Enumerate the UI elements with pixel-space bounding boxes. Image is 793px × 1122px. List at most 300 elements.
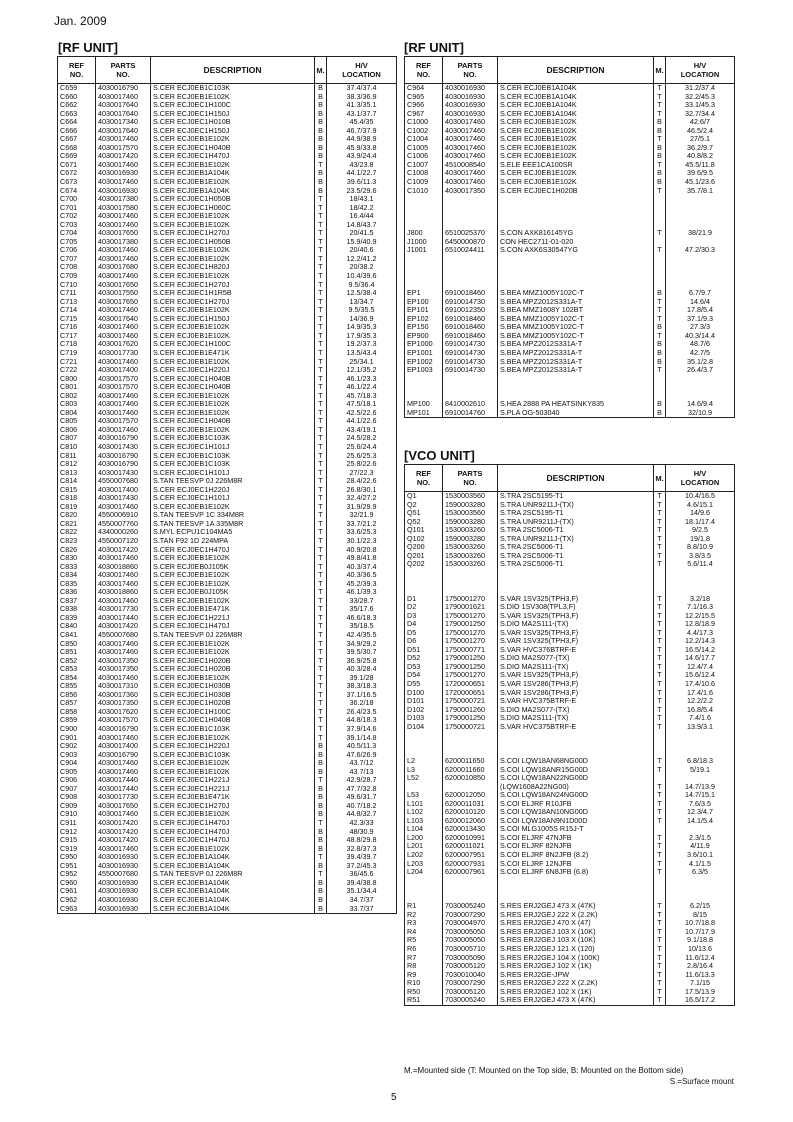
table-cell: T bbox=[318, 631, 323, 639]
table-cell: T bbox=[318, 536, 323, 545]
table-cell: 47.5/18.1 bbox=[346, 400, 377, 409]
table-cell: C836 bbox=[60, 588, 78, 597]
table-cell: T bbox=[657, 109, 662, 118]
table-cell: C841 bbox=[60, 631, 78, 639]
table-cell: 39.1/14.8 bbox=[346, 733, 377, 742]
table-cell: 4030017420 bbox=[98, 819, 138, 828]
table-cell: 12.2/2.2 bbox=[687, 697, 713, 706]
table-cell: D3 bbox=[407, 611, 417, 620]
table-cell: 45.2/39.3 bbox=[346, 579, 377, 588]
table-cell: S.TAN F92 1D 224MPA bbox=[153, 536, 229, 545]
table-cell: Q102 bbox=[407, 534, 425, 543]
table-cell: B bbox=[318, 904, 323, 913]
table-cell: T bbox=[657, 306, 662, 315]
table-cell: S.BEA MMZ1005Y102C-T bbox=[500, 323, 584, 332]
table-cell: EP1001 bbox=[407, 348, 433, 357]
col-header-m: M. bbox=[315, 57, 327, 84]
table-cell: C703 bbox=[60, 220, 78, 229]
table-cell bbox=[666, 740, 734, 749]
col-header-location: H/V LOCATION bbox=[327, 57, 397, 84]
table-cell: 4030016930 bbox=[445, 92, 485, 101]
table-cell: T bbox=[657, 92, 662, 101]
table-cell: C810 bbox=[60, 442, 78, 451]
table-cell: 33/28.7 bbox=[349, 596, 374, 605]
table-cell: 4030017730 bbox=[98, 348, 138, 357]
table-cell: T bbox=[657, 962, 662, 971]
table-cell: Q202 bbox=[407, 560, 425, 569]
table-cell bbox=[500, 272, 653, 281]
table-cell: S.CER ECJ0EC1H1R5B bbox=[153, 289, 232, 298]
table-cell: S.CER ECJ0EB1C103K bbox=[153, 460, 231, 469]
table-cell: S.CER ECJ0EC1H050B bbox=[153, 237, 231, 246]
table-cell: 6200012050 bbox=[445, 791, 485, 800]
ref-column bbox=[405, 492, 443, 1006]
table-cell: 4.1/1.5 bbox=[689, 859, 711, 868]
table-cell bbox=[666, 255, 734, 264]
table-cell: 4030017460 bbox=[98, 648, 138, 657]
table-cell: B bbox=[318, 767, 323, 776]
table-cell: T bbox=[657, 842, 662, 851]
table-cell: C834 bbox=[60, 571, 78, 580]
table-cell: Q51 bbox=[407, 509, 421, 518]
table-cell: 1750000721 bbox=[445, 697, 485, 706]
table-cell: S.COI ELJRF 6N8JFB (6.8) bbox=[500, 868, 589, 877]
table-cell: 4030017680 bbox=[98, 263, 138, 272]
table-cell: C719 bbox=[60, 348, 78, 357]
table-cell: S.CER ECJ0EC1H040B bbox=[153, 716, 231, 725]
table-cell: T bbox=[657, 603, 662, 612]
table-cell: 4030017380 bbox=[98, 237, 138, 246]
table-cell: C659 bbox=[60, 84, 78, 92]
table-cell: 4030016790 bbox=[98, 451, 138, 460]
table-cell: C967 bbox=[407, 109, 425, 118]
table-cell: 35.7/8.1 bbox=[687, 186, 713, 195]
table-cell: 4030017460 bbox=[98, 331, 138, 340]
table-cell: 26.4/3.7 bbox=[687, 366, 713, 375]
table-cell: 25.8/22.6 bbox=[346, 460, 377, 469]
table-cell: T bbox=[657, 722, 662, 731]
table-cell: 6910014760 bbox=[445, 408, 485, 417]
table-cell: L202 bbox=[407, 850, 423, 859]
table-cell: B bbox=[318, 759, 323, 768]
table-cell: T bbox=[318, 442, 323, 451]
table-cell: 43.7/13 bbox=[349, 767, 374, 776]
table-cell: B bbox=[318, 784, 323, 793]
table-cell: S.CER ECJ0EB1E102K bbox=[153, 178, 230, 187]
table-cell: 9.1/18.8 bbox=[687, 936, 713, 945]
table-cell: 4030017460 bbox=[98, 759, 138, 768]
table-cell: 26.8/30.1 bbox=[346, 485, 377, 494]
table-cell: 6450000870 bbox=[445, 237, 485, 246]
table-cell: 4030017310 bbox=[98, 682, 138, 691]
table-cell: 1790001250 bbox=[445, 662, 485, 671]
table-cell: 40.7/18.2 bbox=[346, 801, 377, 810]
table-cell: 1750001270 bbox=[445, 611, 485, 620]
table-cell: T bbox=[318, 725, 323, 734]
table-cell bbox=[500, 740, 653, 749]
table-cell: S.CER ECJ0EC1H221J bbox=[153, 776, 230, 785]
table-cell: CON HEC2711-01-020 bbox=[500, 237, 574, 246]
table-cell: 6910012350 bbox=[445, 306, 485, 315]
table-cell: S.CER ECJ0EC1H020B bbox=[153, 665, 231, 674]
table-cell: 16.8/5.4 bbox=[687, 705, 713, 714]
table-cell: 45.5/11.8 bbox=[685, 160, 715, 169]
table-cell bbox=[654, 740, 665, 749]
table-cell: 37.2/45.3 bbox=[346, 861, 377, 870]
table-cell bbox=[445, 877, 497, 886]
table-cell: C905 bbox=[60, 767, 78, 776]
table-cell: C700 bbox=[60, 195, 78, 204]
table-cell: T bbox=[657, 297, 662, 306]
table-cell: B bbox=[318, 844, 323, 853]
table-cell: S.COI ELJRF 12NJFB bbox=[500, 859, 572, 868]
table-cell: S.CER ECJ0EB1A104K bbox=[153, 895, 230, 904]
table-cell: T bbox=[318, 306, 323, 315]
table-cell: S.CER ECJ0EC1H040B bbox=[153, 143, 231, 152]
table-cell: C800 bbox=[60, 374, 78, 383]
table-cell: S.COI ELJRF 47NJFB bbox=[500, 833, 572, 842]
table-cell: C966 bbox=[407, 101, 425, 110]
table-cell: C903 bbox=[60, 750, 78, 759]
table-cell: C666 bbox=[60, 126, 78, 135]
table-cell: 42.6/7 bbox=[690, 118, 710, 127]
table-cell bbox=[654, 748, 665, 757]
table-cell: T bbox=[318, 682, 323, 691]
table-cell: S.VAR 1SV286(TPH3,F) bbox=[500, 680, 579, 689]
table-cell: S.CER ECJ0EB1A104K bbox=[500, 101, 577, 110]
table-cell: C811 bbox=[60, 451, 77, 460]
table-cell: C850 bbox=[60, 639, 78, 648]
table-cell: 9/2.5 bbox=[692, 526, 708, 535]
table-cell: 1790001250 bbox=[445, 714, 485, 723]
table-cell bbox=[445, 885, 497, 894]
table-cell bbox=[407, 281, 442, 290]
table-cell: T bbox=[318, 400, 323, 409]
table-cell bbox=[445, 569, 497, 578]
table-cell: 4030017340 bbox=[98, 118, 138, 127]
table-cell bbox=[666, 885, 734, 894]
table-cell: Q101 bbox=[407, 526, 425, 535]
table-cell: 4030017460 bbox=[98, 160, 138, 169]
table-cell: 4030016930 bbox=[98, 878, 138, 887]
table-cell: S.CER ECJ0EC1H150J bbox=[153, 126, 230, 135]
table-cell: EP100 bbox=[407, 297, 429, 306]
table-cell: 4.4/17.3 bbox=[687, 628, 713, 637]
table-cell: S.CER ECJ0EB1E471K bbox=[153, 605, 230, 614]
table-cell: S.TAN TEESVP 1C 334M8R bbox=[153, 511, 245, 520]
table-cell: 10.4/16.5 bbox=[685, 492, 715, 500]
table-cell: 4030017460 bbox=[98, 254, 138, 263]
table-cell bbox=[407, 221, 442, 230]
table-cell: 1750001270 bbox=[445, 594, 485, 603]
table-cell: 45.4/35 bbox=[349, 118, 374, 127]
table-cell: T bbox=[318, 690, 323, 699]
table-cell: S.CER ECJ0EC1H270J bbox=[153, 229, 230, 238]
table-cell: S.CER ECJ0EC1H470J bbox=[153, 836, 230, 845]
table-cell: 4030016930 bbox=[98, 887, 138, 896]
table-cell: B bbox=[657, 118, 662, 127]
table-cell: 4030017460 bbox=[98, 178, 138, 187]
table-cell: S.COI ELJRF R10JFB bbox=[500, 799, 572, 808]
table-cell: T bbox=[657, 84, 662, 92]
table-cell: C1004 bbox=[407, 135, 429, 144]
table-cell bbox=[654, 586, 665, 595]
table-cell: S.CER ECJ0EB1E102K bbox=[153, 502, 230, 511]
table-cell: S.CER ECJ0EB1C103K bbox=[153, 451, 231, 460]
table-cell: S.CER ECJ0EC1H040B bbox=[153, 417, 231, 426]
table-cell bbox=[654, 577, 665, 586]
table-cell: S.CER ECJ0EB1E102K bbox=[153, 92, 230, 101]
table-cell: D101 bbox=[407, 697, 425, 706]
table-cell: S.CER ECJ0EB1E471K bbox=[153, 793, 230, 802]
table-cell: B bbox=[318, 84, 323, 92]
table-cell bbox=[407, 255, 442, 264]
table-cell: EP150 bbox=[407, 323, 429, 332]
table-cell: 32/10.9 bbox=[688, 408, 712, 417]
table-cell: L104 bbox=[407, 825, 423, 834]
table-cell: C835 bbox=[60, 579, 78, 588]
table-cell: T bbox=[318, 545, 323, 554]
table-cell: 1530003260 bbox=[445, 551, 485, 560]
table-cell: S.BEA MPZ2012S331A-T bbox=[500, 366, 583, 375]
table-cell: 1790001250 bbox=[445, 654, 485, 663]
table-cell: T bbox=[318, 374, 323, 383]
table-cell: 10.7/17.9 bbox=[685, 927, 715, 936]
table-cell: C667 bbox=[60, 135, 78, 144]
table-cell: 14/36.9 bbox=[349, 314, 374, 323]
table-cell: C1005 bbox=[407, 143, 429, 152]
table-cell bbox=[654, 204, 665, 213]
table-cell: 17.9/35.3 bbox=[346, 331, 377, 340]
table-cell: 15.6/12.4 bbox=[685, 671, 715, 680]
table-cell: D103 bbox=[407, 714, 425, 723]
table-cell: 4030016930 bbox=[98, 904, 138, 913]
table-cell: T bbox=[318, 417, 323, 426]
table-cell: 44.8/32.7 bbox=[346, 810, 377, 819]
location-column bbox=[327, 84, 397, 914]
table-cell bbox=[666, 774, 734, 783]
table-cell: S.BEA MPZ2012S331A-T bbox=[500, 297, 583, 306]
table-cell: B bbox=[318, 750, 323, 759]
table-cell: 6200012060 bbox=[445, 816, 485, 825]
table-cell: C812 bbox=[60, 460, 78, 469]
table-cell: 14.8/43.7 bbox=[346, 220, 377, 229]
description-column bbox=[498, 492, 654, 1006]
table-cell: C819 bbox=[60, 502, 78, 511]
table-cell: S.COI LQW18ANR15G00D bbox=[500, 765, 588, 774]
rf-unit-table-right bbox=[404, 56, 735, 418]
table-cell: C911 bbox=[60, 819, 77, 828]
table-cell: S.CER ECJ0EC1H100C bbox=[153, 707, 231, 716]
table-cell: 6910014730 bbox=[445, 366, 485, 375]
table-cell: 6.3/5 bbox=[692, 868, 708, 877]
table-cell: 31.9/29.9 bbox=[346, 502, 377, 511]
table-cell: C960 bbox=[60, 878, 78, 887]
table-cell: C1007 bbox=[407, 160, 429, 169]
mount-column bbox=[315, 84, 327, 914]
table-cell: 14.6/9.4 bbox=[687, 400, 713, 409]
table-cell: S.HEA 2888 PA HEATSINKY835 bbox=[500, 400, 605, 409]
table-cell: S.CER ECJ0EB1E102K bbox=[500, 178, 577, 187]
table-cell: 16.4/44 bbox=[349, 212, 374, 221]
table-cell: R6 bbox=[407, 944, 417, 953]
table-cell: S.CER ECJ0EB1E102K bbox=[153, 759, 230, 768]
table-cell: C804 bbox=[60, 408, 78, 417]
table-cell: B bbox=[318, 186, 323, 195]
table-cell: T bbox=[318, 212, 323, 221]
table-cell: T bbox=[657, 314, 662, 323]
table-cell bbox=[407, 748, 442, 757]
table-cell: B bbox=[657, 289, 662, 298]
table-cell bbox=[445, 392, 497, 401]
table-cell: B bbox=[318, 895, 323, 904]
table-cell: 3.2/18 bbox=[690, 594, 710, 603]
table-cell: EP102 bbox=[407, 314, 429, 323]
table-cell: T bbox=[318, 348, 323, 357]
table-cell: C672 bbox=[60, 169, 78, 178]
table-cell: 4030017460 bbox=[445, 169, 485, 178]
table-cell: C915 bbox=[60, 836, 78, 845]
table-cell: B bbox=[318, 836, 323, 845]
table-cell: B bbox=[318, 126, 323, 135]
table-cell: T bbox=[657, 799, 662, 808]
table-cell: L203 bbox=[407, 859, 423, 868]
table-cell: S.CER ECJ0EC1H030B bbox=[153, 682, 231, 691]
table-cell: S.VAR HVC375BTRF-E bbox=[500, 697, 577, 706]
table-cell: 17.4/1.6 bbox=[687, 688, 713, 697]
table-cell: 6910018460 bbox=[445, 331, 485, 340]
table-cell: 45.9/33.8 bbox=[346, 143, 377, 152]
table-cell bbox=[445, 383, 497, 392]
table-cell: R2 bbox=[407, 910, 417, 919]
table-cell: 4030017640 bbox=[98, 314, 138, 323]
table-cell: B bbox=[318, 793, 323, 802]
col-header-description: DESCRIPTION bbox=[498, 57, 654, 84]
table-cell bbox=[500, 212, 653, 221]
table-cell: T bbox=[657, 671, 662, 680]
table-cell: C805 bbox=[60, 417, 78, 426]
table-cell: 1590003280 bbox=[445, 517, 485, 526]
table-cell: T bbox=[657, 705, 662, 714]
table-cell: S.CER ECJ0EB1A104K bbox=[500, 84, 577, 92]
table-cell: 6200011660 bbox=[445, 765, 485, 774]
table-cell: 1530003560 bbox=[445, 492, 485, 500]
table-cell: 4030017350 bbox=[98, 656, 138, 665]
table-cell: C722 bbox=[60, 366, 78, 375]
mount-column bbox=[654, 492, 666, 1006]
table-cell bbox=[654, 212, 665, 221]
table-cell: S.CER ECJ0EC1H150J bbox=[153, 109, 230, 118]
location-column bbox=[666, 84, 735, 418]
table-cell: S.DIO MA2S111-(TX) bbox=[500, 620, 569, 629]
table-cell: S.CER ECJ0EB1E102K bbox=[153, 272, 230, 281]
table-cell: T bbox=[318, 588, 323, 597]
table-cell bbox=[445, 263, 497, 272]
table-cell: 4030017620 bbox=[98, 340, 138, 349]
table-cell: B bbox=[657, 357, 662, 366]
table-cell: 36.2/18 bbox=[349, 699, 374, 708]
table-cell: S.CER ECJ0EB1E102K bbox=[153, 212, 230, 221]
table-cell: 12.2/41.2 bbox=[346, 254, 377, 263]
table-cell: 40.3/14.4 bbox=[685, 331, 715, 340]
table-cell: 8/15 bbox=[693, 910, 707, 919]
table-cell: S.CER ECJ0EC1H470J bbox=[153, 545, 230, 554]
table-cell bbox=[500, 255, 653, 264]
table-cell: 7.1/16.3 bbox=[687, 603, 713, 612]
table-cell: C852 bbox=[60, 656, 78, 665]
table-cell bbox=[500, 383, 653, 392]
table-cell: 4030016790 bbox=[98, 460, 138, 469]
table-cell: 4030017460 bbox=[98, 220, 138, 229]
table-cell: T bbox=[657, 970, 662, 979]
table-cell: C663 bbox=[60, 109, 78, 118]
table-cell: 30.1/22.3 bbox=[346, 536, 377, 545]
table-cell: C837 bbox=[60, 596, 78, 605]
table-cell: C807 bbox=[60, 434, 78, 443]
table-cell: S.CER ECJ0EB1E102K bbox=[500, 135, 577, 144]
table-cell: 49.6/31.7 bbox=[346, 793, 377, 802]
table-cell bbox=[666, 569, 734, 578]
table-cell bbox=[407, 783, 442, 792]
table-cell: 4030017460 bbox=[98, 673, 138, 682]
table-cell: 4030017650 bbox=[98, 229, 138, 238]
table-cell: 1590003280 bbox=[445, 500, 485, 509]
table-cell: EP1002 bbox=[407, 357, 433, 366]
table-cell: 4030017460 bbox=[98, 639, 138, 648]
table-cell: J800 bbox=[407, 229, 423, 238]
table-cell bbox=[654, 221, 665, 230]
table-cell: T bbox=[318, 562, 323, 571]
table-cell: S.CER ECJ0EB1A104K bbox=[153, 887, 230, 896]
table-cell: B bbox=[318, 861, 323, 870]
table-cell: T bbox=[318, 511, 323, 520]
table-cell: S.BEA MMZ1005Y102C-T bbox=[500, 289, 584, 298]
table-cell: 4030017380 bbox=[98, 195, 138, 204]
table-cell: 6910014730 bbox=[445, 340, 485, 349]
table-cell: T bbox=[318, 648, 323, 657]
table-cell bbox=[407, 731, 442, 740]
table-cell: T bbox=[657, 936, 662, 945]
table-cell: B bbox=[657, 178, 662, 187]
table-cell: MP100 bbox=[407, 400, 430, 409]
table-cell: 14.1/5.4 bbox=[687, 816, 713, 825]
table-cell: 4030017570 bbox=[98, 143, 138, 152]
table-cell: 4030017460 bbox=[98, 596, 138, 605]
table-cell: 4030017460 bbox=[98, 767, 138, 776]
table-cell bbox=[666, 238, 734, 247]
table-cell bbox=[500, 877, 653, 886]
table-cell: 4030017460 bbox=[98, 579, 138, 588]
table-body-row bbox=[405, 84, 735, 418]
table-cell: T bbox=[657, 229, 662, 238]
table-cell: S.RES ERJ2GEJ 102 X (1K) bbox=[500, 962, 592, 971]
table-cell: R8 bbox=[407, 962, 417, 971]
table-cell: 8.8/10.9 bbox=[687, 543, 713, 552]
table-cell: C950 bbox=[60, 853, 78, 862]
table-cell: 7030007290 bbox=[445, 910, 485, 919]
table-cell: 4030016930 bbox=[98, 895, 138, 904]
table-cell: S.CER ECJ0EC1H101J bbox=[153, 468, 230, 477]
table-cell: C717 bbox=[60, 331, 78, 340]
table-cell: C902 bbox=[60, 742, 78, 751]
col-header-parts: PARTS NO. bbox=[443, 465, 498, 492]
table-cell: 17.8/5.4 bbox=[687, 306, 713, 315]
col-header-ref: REF NO. bbox=[58, 57, 96, 84]
table-cell: S.BEA MPZ2012S331A-T bbox=[500, 348, 583, 357]
table-cell: 43.9/24.4 bbox=[346, 152, 377, 161]
table-cell: 36/45.6 bbox=[349, 870, 374, 879]
ref-column bbox=[405, 84, 443, 418]
